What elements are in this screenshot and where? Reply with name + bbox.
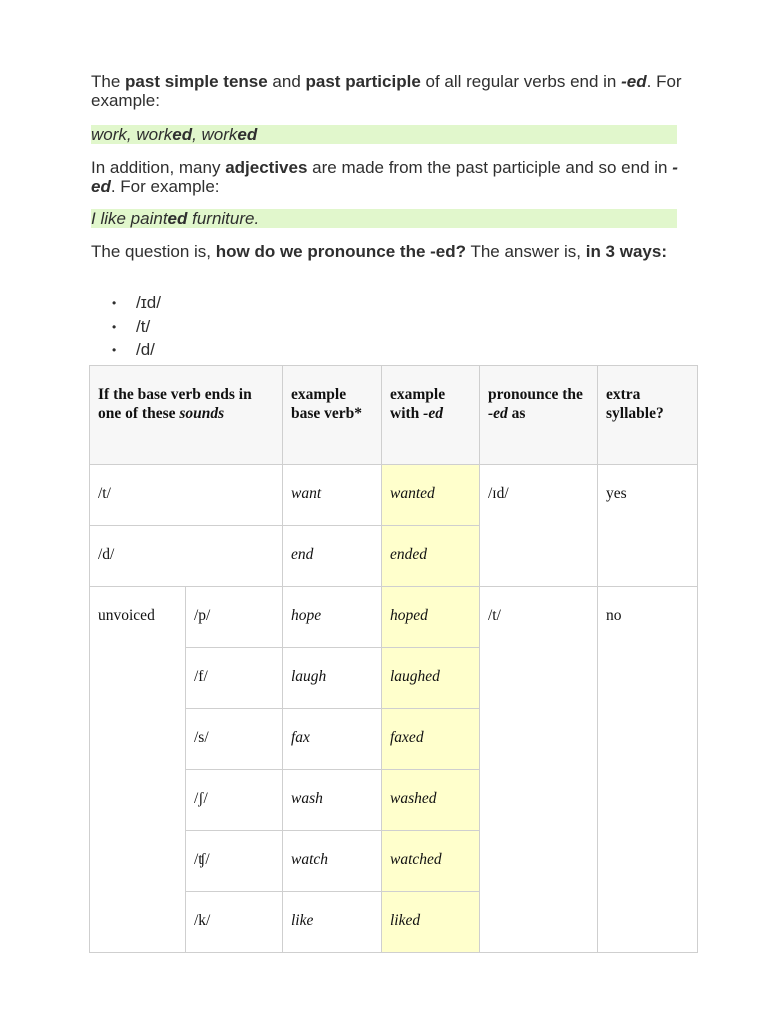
- text: . For example:: [91, 72, 682, 110]
- sound-cell: /ʃ/: [186, 770, 283, 831]
- header-base-verb: example base verb*: [283, 366, 382, 465]
- ed-ending: ed: [237, 125, 258, 144]
- sound-cell: /t/: [90, 465, 283, 526]
- question-paragraph: [91, 242, 691, 261]
- term-past-simple: past simple tense: [125, 72, 268, 91]
- text: In addition, many: [91, 158, 226, 177]
- text: -ed: [488, 404, 508, 422]
- pronounce-cell: /ɪd/: [480, 465, 598, 587]
- base-verb-cell: like: [283, 892, 382, 953]
- extra-syllable-cell: yes: [598, 465, 698, 587]
- header-pronounce: [480, 366, 598, 465]
- ed-form-cell: laughed: [382, 648, 480, 709]
- suffix-ed: -ed: [621, 72, 647, 91]
- text: The question is,: [91, 242, 216, 261]
- base-verb-cell: laugh: [283, 648, 382, 709]
- table-header-row: [90, 366, 698, 465]
- suffix-ed: -ed: [91, 158, 678, 196]
- table-row: [90, 587, 698, 648]
- text: The answer is,: [466, 242, 586, 261]
- text: and: [267, 72, 306, 91]
- base-verb-cell: want: [283, 465, 382, 526]
- ed-form-cell: washed: [382, 770, 480, 831]
- answer-text: in 3 ways:: [585, 242, 667, 261]
- base-verb-cell: fax: [283, 709, 382, 770]
- bullet-icon: •: [112, 343, 117, 357]
- header-extra-syllable: extra syllable?: [598, 366, 698, 465]
- ed-form-cell: liked: [382, 892, 480, 953]
- text: furniture.: [187, 209, 260, 228]
- text: I like paint: [91, 209, 168, 228]
- ed-form-cell: wanted: [382, 465, 480, 526]
- base-verb-cell: hope: [283, 587, 382, 648]
- adjectives-paragraph: [91, 158, 691, 196]
- base-verb-cell: watch: [283, 831, 382, 892]
- unvoiced-label-cell: unvoiced: [90, 587, 186, 953]
- ed-form-cell: ended: [382, 526, 480, 587]
- sound-cell: /k/: [186, 892, 283, 953]
- ed-form-cell: faxed: [382, 709, 480, 770]
- text: as: [507, 404, 526, 422]
- header-sound: [90, 366, 283, 465]
- example-adjective-sentence: [91, 209, 677, 228]
- sound-cell: /p/: [186, 587, 283, 648]
- table-row: [90, 465, 698, 526]
- list-item-text: /d/: [136, 340, 155, 359]
- ed-ending: ed: [167, 209, 188, 228]
- bullet-icon: •: [112, 319, 117, 334]
- text: example with: [390, 386, 446, 422]
- pronunciation-table: [89, 365, 698, 953]
- ed-form-cell: watched: [382, 831, 480, 892]
- question-text: how do we pronounce the -ed?: [215, 242, 467, 261]
- list-item-text: /ɪd/: [136, 293, 161, 312]
- text: of all regular verbs end in: [420, 72, 622, 91]
- base-verb-cell: end: [283, 526, 382, 587]
- ed-ending: ed: [172, 125, 193, 144]
- text: The: [91, 72, 126, 91]
- header-with-ed: [382, 366, 480, 465]
- pronounce-cell: /t/: [480, 587, 598, 953]
- term-past-participle: past participle: [305, 72, 421, 91]
- pronunciation-list: [91, 293, 161, 364]
- list-item: [91, 340, 161, 364]
- list-item: [91, 293, 161, 317]
- bullet-icon: •: [112, 296, 117, 310]
- base-verb-cell: wash: [283, 770, 382, 831]
- term-adjectives: adjectives: [225, 158, 308, 177]
- list-item: [91, 317, 161, 341]
- text: are made from the past participle and so end in: [307, 158, 673, 177]
- list-item-text: /t/: [136, 316, 151, 336]
- sound-cell: /s/: [186, 709, 283, 770]
- text: , work: [192, 125, 238, 144]
- text: work, work: [91, 125, 173, 144]
- sound-cell: /d/: [90, 526, 283, 587]
- ed-form-cell: hoped: [382, 587, 480, 648]
- sound-cell: /ʧ/: [186, 831, 283, 892]
- text: sounds: [179, 404, 225, 422]
- intro-paragraph: [91, 72, 691, 110]
- extra-syllable-cell: no: [598, 587, 698, 953]
- sound-cell: /f/: [186, 648, 283, 709]
- text: pronounce the: [488, 386, 583, 403]
- text: -ed: [423, 404, 443, 422]
- text: . For example:: [110, 177, 220, 196]
- text: If the base verb ends in one of these: [98, 386, 252, 422]
- example-verb-forms: [91, 125, 677, 144]
